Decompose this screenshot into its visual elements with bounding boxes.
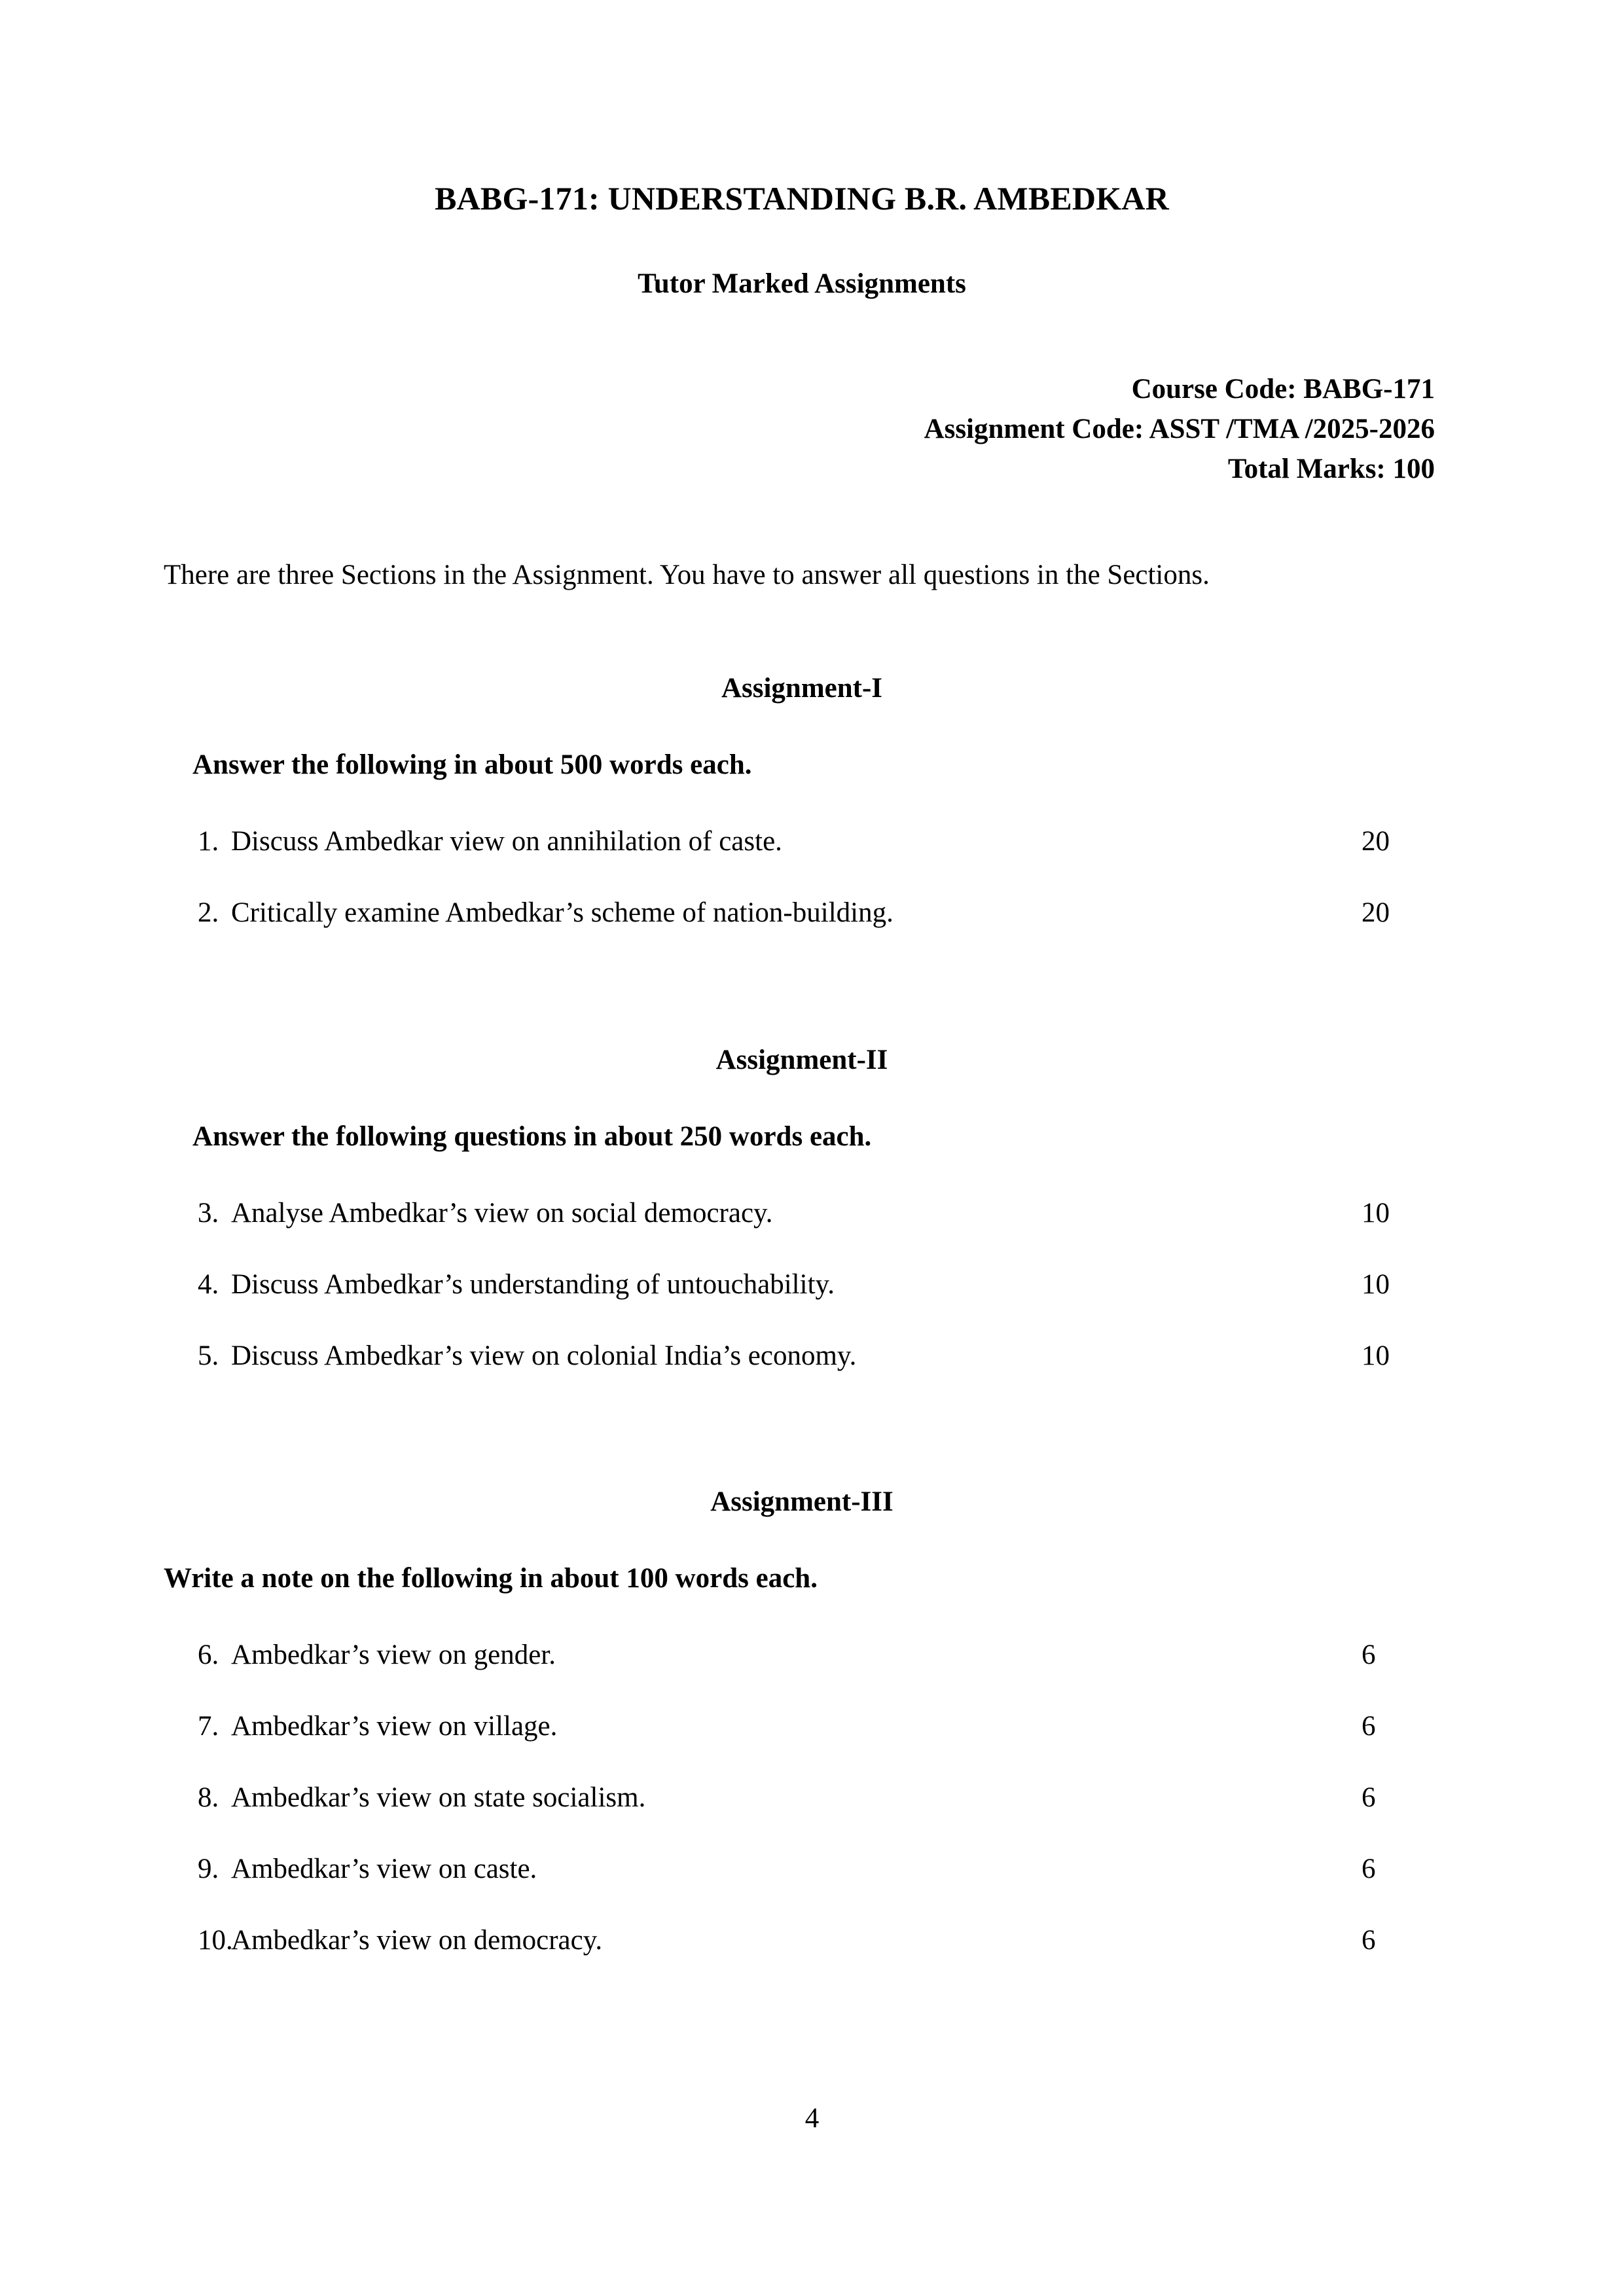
- question-marks: 10: [1362, 1198, 1390, 1229]
- question-row: [164, 1592, 1440, 1669]
- section-heading-2: Assignment-II: [715, 1045, 888, 1076]
- section-instruction-3: Write a note on the following in about 100 words each.: [164, 1563, 818, 1594]
- question-list-2: [164, 1151, 1440, 1370]
- question-row: [164, 1669, 1440, 1740]
- section-heading-3: Assignment-III: [710, 1486, 893, 1518]
- question-marks: 10: [1362, 1269, 1390, 1300]
- course-meta-block: [164, 298, 1440, 489]
- question-list-3: [164, 1592, 1440, 1954]
- question-marks: 20: [1362, 897, 1390, 929]
- question-marks: 10: [1362, 1340, 1390, 1372]
- question-text: Ambedkar’s view on democracy.: [231, 1925, 603, 1956]
- question-number: 3.: [198, 1198, 219, 1229]
- question-row: [164, 1227, 1440, 1299]
- question-marks: 20: [1362, 826, 1390, 857]
- question-number: 2.: [198, 897, 219, 929]
- question-text: Ambedkar’s view on gender.: [231, 1640, 556, 1671]
- question-marks: 6: [1362, 1640, 1376, 1671]
- question-text: Analyse Ambedkar’s view on social democracy.: [231, 1198, 773, 1229]
- question-text: Discuss Ambedkar view on annihilation of caste.: [231, 826, 782, 857]
- question-row: [164, 1299, 1440, 1370]
- question-row: [164, 1812, 1440, 1883]
- question-number: 9.: [198, 1854, 219, 1885]
- question-row: [164, 1740, 1440, 1812]
- question-text: Critically examine Ambedkar’s scheme of nation-building.: [231, 897, 893, 929]
- intro-paragraph: There are three Sections in the Assignment. You have to answer all questions in the Sections.: [164, 560, 1210, 591]
- question-number: 4.: [198, 1269, 219, 1300]
- question-marks: 6: [1362, 1711, 1376, 1742]
- question-row: [164, 779, 1440, 855]
- question-text: Ambedkar’s view on state socialism.: [231, 1782, 646, 1814]
- question-number: 7.: [198, 1711, 219, 1742]
- section-heading-1: Assignment-I: [721, 673, 883, 704]
- question-text: Discuss Ambedkar’s view on colonial India’s economy.: [231, 1340, 857, 1372]
- assignment-code-line: Assignment Code: ASST /TMA /2025-2026: [924, 414, 1435, 445]
- question-number: 1.: [198, 826, 219, 857]
- question-marks: 6: [1362, 1925, 1376, 1956]
- question-number: 5.: [198, 1340, 219, 1372]
- question-number: 8.: [198, 1782, 219, 1814]
- question-number: 10.: [198, 1925, 233, 1956]
- question-text: Ambedkar’s view on caste.: [231, 1854, 537, 1885]
- section-instruction-2: Answer the following questions in about 250 words each.: [192, 1121, 872, 1153]
- document-subtitle: Tutor Marked Assignments: [638, 268, 966, 299]
- question-marks: 6: [1362, 1782, 1376, 1814]
- question-number: 6.: [198, 1640, 219, 1671]
- question-text: Discuss Ambedkar’s understanding of untouchability.: [231, 1269, 835, 1300]
- question-row: [164, 1151, 1440, 1227]
- question-text: Ambedkar’s view on village.: [231, 1711, 558, 1742]
- page-number: 4: [804, 2103, 820, 2134]
- course-code-line: Course Code: BABG-171: [1131, 374, 1435, 404]
- page-content: [164, 0, 1440, 1954]
- question-row: [164, 855, 1440, 927]
- total-marks-line: Total Marks: 100: [1227, 454, 1435, 485]
- page-title: BABG-171: UNDERSTANDING B.R. AMBEDKAR: [435, 180, 1169, 217]
- question-marks: 6: [1362, 1854, 1376, 1885]
- section-instruction-1: Answer the following in about 500 words each.: [192, 749, 752, 781]
- question-row: [164, 1883, 1440, 1954]
- question-list-1: [164, 779, 1440, 927]
